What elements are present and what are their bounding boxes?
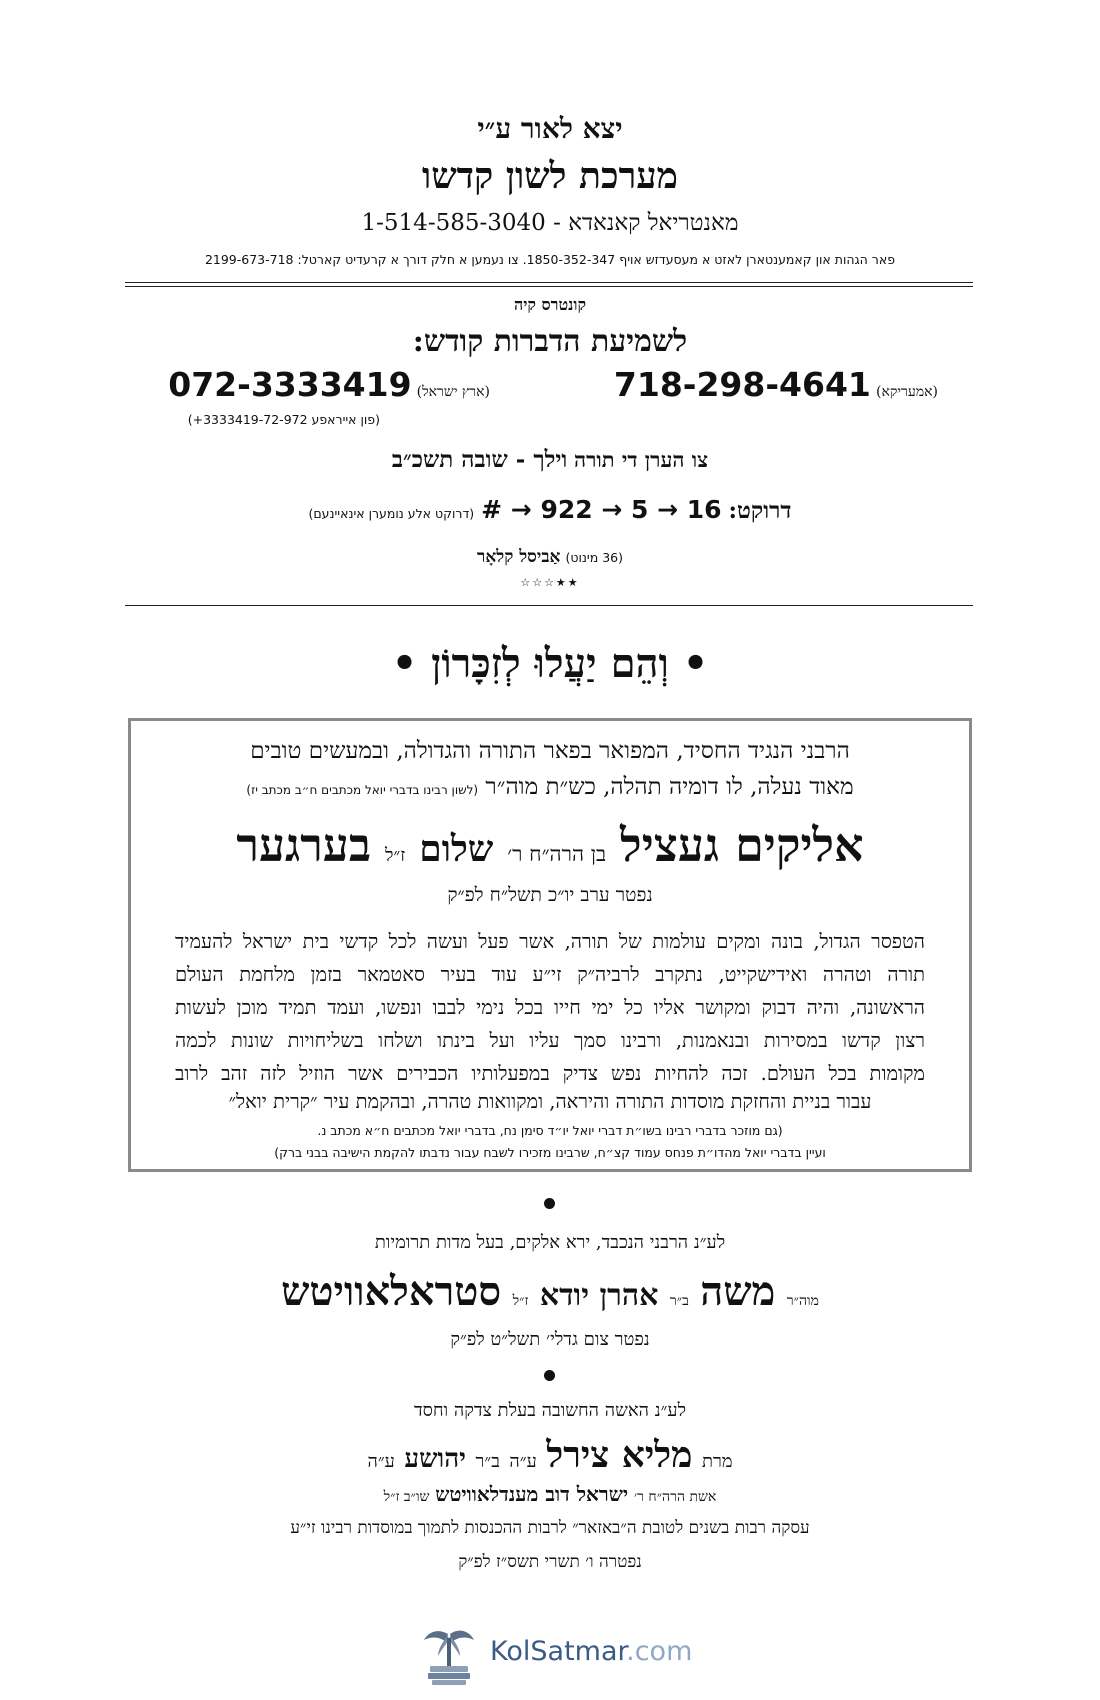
star-rating: ★★☆☆☆ [520,576,580,589]
honoree-first-name: אליקים געציל [620,818,864,872]
honoree-zl: ז״ל [385,845,406,866]
second-prefix: מוה״ר [786,1293,819,1309]
honoree-paragraph-last-line: עבור בניית והחזקת מוסדות התורה והיראה, ומקוואות טהרה, ובהקמת עיר ״קרית יואל״ [228,1090,872,1113]
torah-line [0,446,1100,473]
duration-line [0,547,1100,567]
press-note: (דרוקט אלע נומערן אינאיינעם) [308,506,475,521]
source-note-2: ועיין בדברי יואל מהדו״ת פנחס עמוד קצ״ח, שרבינו מזכירו לשבח עבור נדבתו להקמת הישיבה בבני ברק) [274,1145,826,1160]
publisher-name: מערכת לשון קדשו [421,155,678,197]
memorial-title: • וְהֵם יַעֲלוּ לְזִכָּרוֹן • [391,640,709,687]
israel-number[interactable]: 072-3333419 [168,365,412,404]
honoree-name [0,818,1100,872]
third-prefix: מרת [702,1451,733,1472]
honoree-paragraph-line: הראשונה, והיה דבוק ומקושר אליו כל ימי חייו בכל נימי לבבו ונפשו, ועמד תמיד מוכן לעשות [175,996,925,1019]
second-father: אהרן יודא [539,1278,659,1313]
second-ben: ב״ר [669,1293,689,1309]
separator-dot [544,1198,555,1209]
honoree-ben: בן הרה״ח ר׳ [507,842,607,866]
third-ah2: ע״ה [367,1451,395,1472]
publisher-line: יצא לאור ע״י [477,112,623,145]
publisher-location-phone: מאנטריאל קאנאדא - 1-514-585-3040 [361,210,739,236]
america-number[interactable]: 718-298-4641 [613,365,871,404]
israel-label: (ארץ ישראל) [416,384,490,400]
kolsatmar-logo-icon [418,1624,480,1690]
press-line [0,495,1100,524]
logo-name: KolSatmar [490,1636,627,1667]
parsha-name: וילך - שובה תשכ״ב [391,446,568,473]
second-passed: נפטר צום גדלי׳ תשל״ט לפ״ק [450,1329,650,1350]
box-line-1: הרבני הנגיד החסיד, המפואר בפאר התורה והגדולה, ובמעשים טובים [250,738,850,764]
honoree-paragraph-line: מקומות בכל העולם. זכה להחיות נפש צדיק במפעלותיו הכבירים אשר הוזיל לזה זהב לרוב [175,1062,925,1085]
logo-domain: .com [626,1636,693,1667]
second-name-line [0,1268,1100,1315]
header-divider [125,282,973,287]
torah-line-prefix: צו הערן די תורה [573,447,709,472]
third-ah: ע״ה [509,1451,537,1472]
separator-dot [544,1370,555,1381]
third-ben: ב״ר [475,1451,500,1472]
israel-hotline [160,365,490,404]
third-husband-line [0,1482,1100,1507]
source-note-1: (גם מוזכר בדברי רבינו בשו״ת דברי יואל יו״ד סימן נח, בדברי יואל מכתבים ח״א מכתב נ. [317,1123,783,1138]
europe-note: (פון אייראפע 3333419-72-972+) [187,412,380,427]
honoree-passed: נפטר ערב יו״כ תשל״ח לפ״ק [447,884,653,906]
second-zl: ז״ל [512,1293,529,1309]
feedback-line: פאר הגהות און קאמענטארן לאזט א מעסעדזש אויף 1850-352-347. צו נעמען א חלק דורך א קרעדיט קארטל: 2199-673-718 [204,252,896,267]
honoree-paragraph-line: הטפסר הגדול, בונה ומקים עולמות של תורה, אשר פעל ועשה לכל קדשי בית ישראל להעמיד [175,930,925,953]
third-name: מליא צירל [546,1434,693,1476]
kolsatmar-logo-text[interactable] [490,1636,692,1667]
honoree-father: שלום [419,828,494,870]
kuntres-label: קונטרס קיה [513,295,586,314]
box-line-2-note: (לשון רבינו בדברי יואל מכתבים ח״ב מכתב יז) [246,783,479,797]
third-wife-prefix: אשת הרה״ח ר׳ [633,1489,717,1505]
third-father: יהושע [404,1444,466,1474]
honoree-paragraph-line: תורה וטהרה ואידישקייט, נתקרב לרביה״ק זי״ע עוד בעיר סאטמאר בזמן מלחמת העולם [175,963,925,986]
reader-rating-label: אַביסל קלאָר [477,547,561,567]
honoree-last-name: בערגער [236,818,371,872]
third-intro: לע״נ האשה החשובה בעלת צדקה וחסד [413,1400,687,1421]
america-hotline [608,365,938,404]
section-divider [125,605,973,606]
america-label: (אמעריקא) [876,384,938,400]
box-line-2-main: מאוד נעלה, לו דומיה תהלה, כש״ת מוה״ר [485,774,854,800]
honoree-paragraph-line: רצון קדשו במסירות ובנאמנות, ורבינו סמך עליו ועל בינתו ושלחו בשליחויות שונות לכמה [175,1029,925,1052]
third-name-line [0,1434,1100,1476]
third-husband: ישראל דוב מענדלאוויטש [435,1482,629,1506]
second-intro: לע״נ הרבני הנכבד, ירא אלקים, בעל מדות תרומיות [374,1232,726,1253]
third-husband-suffix: שו״ב ז״ל [383,1489,430,1505]
second-last-name: סטראלאוויטש [281,1268,502,1315]
press-sequence: # → 922 → 5 → 16 [481,495,722,524]
hotline-title: לשמיעת הדברות קודש: [412,324,688,359]
third-deeds: עסקה רבות בשנים לטובת ה״באזאר״ לרבות ההכנסות לתמוך במוסדות רבינו זי״ע [290,1518,810,1538]
second-first-name: משה [700,1268,776,1315]
duration: (36 מינוט) [565,550,623,565]
third-passed: נפטרה ו׳ תשרי תשס״ז לפ״ק [458,1552,642,1572]
press-label: דרוקט: [728,497,792,524]
box-line-2 [0,774,1100,800]
